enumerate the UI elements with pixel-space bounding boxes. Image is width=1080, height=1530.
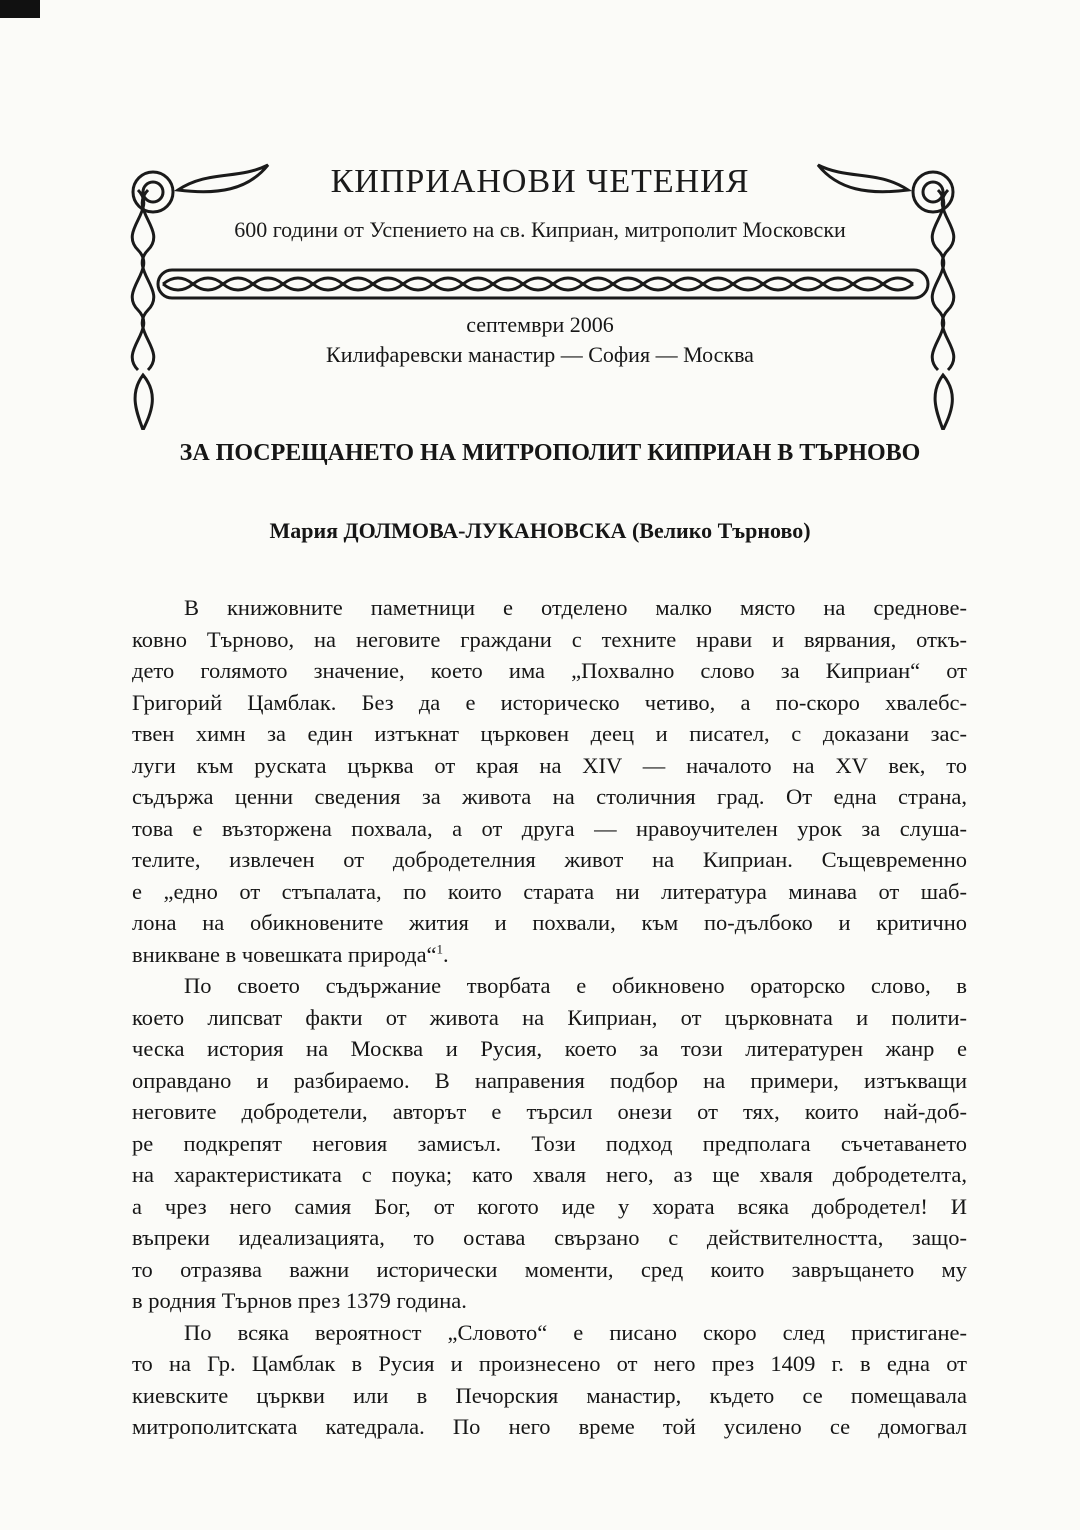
body-line: това е възторжена похвала, а от друга — нравоучителен урок за слуша-: [132, 815, 967, 841]
proceedings-subtitle: 600 години от Успението на св. Киприан, митрополит Московски: [234, 217, 846, 242]
body-line: което липсват факти от живота на Киприан, от църковната и полити-: [132, 1004, 967, 1030]
body-line: твен химн за един изтъкнат църковен деец и писател, с доказани зас-: [132, 721, 967, 746]
body-line: В книжовните паметници е отделено малко място на среднове-: [184, 595, 967, 620]
proceedings-date: септември 2006: [466, 312, 614, 337]
footnote-tail: .: [443, 941, 449, 967]
body-line: ковно Търново, на неговите граждани с техните нрави и вярвания, откъ-: [132, 626, 967, 652]
body-line: то на Гр. Цамблак в Русия и произнесено от него през 1409 г. в една от: [132, 1351, 967, 1376]
body-line: телите, извлечен от добродетелния живот на Киприан. Същевременно: [132, 847, 967, 872]
body-line: съдържа ценни сведения за живота на столичния град. От една страна,: [132, 784, 967, 809]
body-line: По всяка вероятност „Словото“ е писано скоро след пристигане-: [184, 1319, 967, 1345]
body-line: дето голямото значение, което има „Похвално слово за Киприан“ от: [132, 658, 967, 683]
body-line: Григорий Цамблак. Без да е историческо четиво, а по-скоро хвалебс-: [132, 689, 967, 715]
body-line: вникване в човешката природа“: [132, 941, 437, 967]
proceedings-places: Килифаревски манастир — София — Москва: [326, 342, 754, 367]
scan-edge-mark: [0, 0, 40, 18]
body-line-with-footnote: [132, 939, 967, 971]
article-title: ЗА ПОСРЕЩАНЕТО НА МИТРОПОЛИТ КИПРИАН В ТЪРНОВО: [179, 440, 921, 466]
body-line: митрополитската катедрала. По него време той усилено се домогвал: [132, 1414, 967, 1439]
body-line: то отразява важни исторически моменти, сред които завръщането му: [132, 1256, 967, 1282]
body-line: ческа история на Москва и Русия, което за този литературен жанр е: [132, 1036, 967, 1061]
body-line: По своето съдържание творбата е обикновено ораторско слово, в: [184, 973, 967, 998]
body-line: оправдано и разбираемо. В направения подбор на примери, изтъкващи: [132, 1067, 967, 1093]
body-line: киевските църкви или в Печорския манастир, където се помещавала: [132, 1382, 967, 1408]
body-line: в родния Търнов през 1379 година.: [132, 1288, 467, 1313]
body-line: неговите добродетели, авторът е търсил онези от тях, които най-доб-: [132, 1099, 967, 1124]
body-line: лона на обикновените жития и похвали, към по-дълбоко и критично: [132, 910, 967, 935]
footnote-marker[interactable]: 1: [436, 941, 444, 956]
article-author: Мария ДОЛМОВА-ЛУКАНОВСКА (Велико Търново): [269, 518, 811, 543]
body-line: а чрез него самия Бог, от когото иде у хората всяка добродетел! И: [132, 1193, 967, 1219]
article-body: [132, 592, 967, 1443]
body-line: луги към руската църква от края на XIV — началото на XV век, то: [132, 752, 967, 778]
body-line: е „едно от стъпалата, по които старата ни литература минава от шаб-: [132, 878, 967, 904]
body-line: въпреки идеализацията, то остава свързано с действителността, защо-: [132, 1225, 967, 1250]
body-line: ре подкрепят неговия замисъл. Този подход предполага съчетаването: [132, 1130, 967, 1156]
body-line: на характеристиката с поука; като хваля него, аз ще хваля добродетелта,: [132, 1162, 967, 1187]
proceedings-title: КИПРИАНОВИ ЧЕТЕНИЯ: [330, 163, 750, 200]
